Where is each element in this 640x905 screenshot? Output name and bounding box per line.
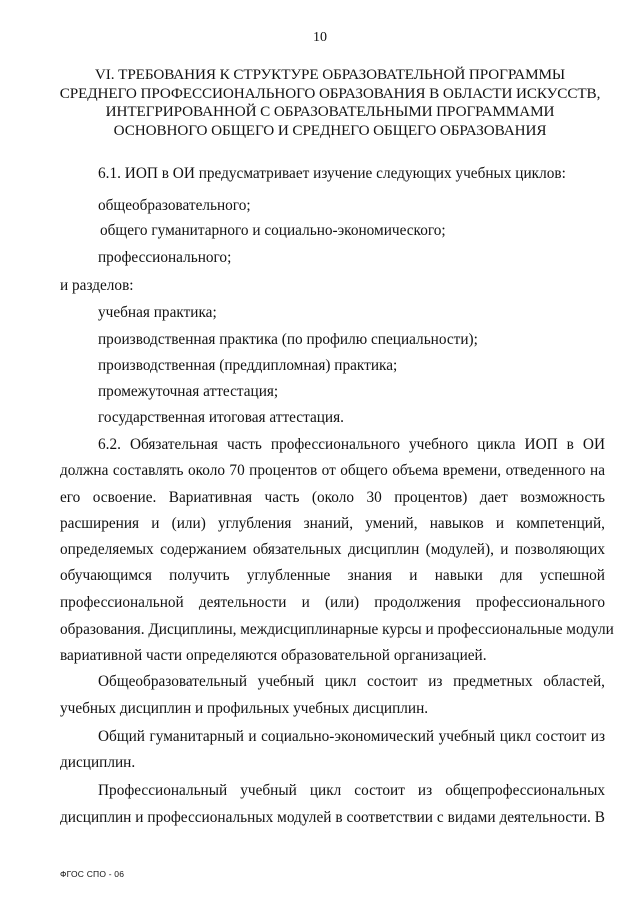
paragraph-6-2-line: вариативной части определяются образовательной организацией.: [60, 647, 487, 664]
paragraph-6-2-line: должна составлять около 70 процентов от общего объема времени, отведенного на: [60, 462, 605, 479]
paragraph-6-1-intro: 6.1. ИОП в ОИ предусматривает изучение следующих учебных циклов:: [98, 165, 566, 182]
heading-line: СРЕДНЕГО ПРОФЕССИОНАЛЬНОГО ОБРАЗОВАНИЯ В ОБЛАСТИ ИСКУССТВ,: [59, 84, 601, 102]
paragraph-general-line: Общеобразовательный учебный цикл состоит из предметных областей,: [98, 673, 605, 690]
paragraph-general-line: учебных дисциплин и профильных учебных дисциплин.: [60, 700, 429, 717]
paragraph-6-2-line: профессиональной деятельности и (или) продолжения профессионального: [60, 594, 605, 611]
list-item-cycle: профессионального;: [98, 249, 232, 266]
paragraph-humanities-line: Общий гуманитарный и социально-экономический учебный цикл состоит из: [98, 728, 605, 745]
paragraph-6-2-line: определяемых содержанием обязательных дисциплин (модулей), и позволяющих: [60, 541, 605, 558]
list-item-cycle: общеобразовательного;: [98, 197, 251, 214]
paragraph-6-2-line: его освоение. Вариативная часть (около 30 процентов) дает возможность: [60, 489, 605, 506]
sections-intro: и разделов:: [60, 277, 134, 294]
list-item-cycle: общего гуманитарного и социально-экономического;: [100, 222, 446, 239]
section-heading: [50, 66, 610, 140]
paragraph-6-2-line: расширения и (или) углубления знаний, умений, навыков и компетенций,: [60, 515, 605, 532]
list-item-section: промежуточная аттестация;: [98, 383, 279, 400]
heading-line: ИНТЕГРИРОВАННОЙ С ОБРАЗОВАТЕЛЬНЫМИ ПРОГРАММАМИ: [105, 103, 555, 120]
list-item-section: учебная практика;: [98, 304, 217, 321]
list-item-section: производственная (преддипломная) практика;: [98, 357, 398, 374]
paragraph-6-2-line: 6.2. Обязательная часть профессионального учебного цикла ИОП в ОИ: [98, 436, 605, 453]
heading-line: ОСНОВНОГО ОБЩЕГО И СРЕДНЕГО ОБЩЕГО ОБРАЗОВАНИЯ: [113, 121, 547, 139]
list-item-section: государственная итоговая аттестация.: [98, 409, 344, 426]
paragraph-6-2-line: обучающимся получить углубленные знания и навыки для успешной: [60, 567, 605, 584]
paragraph-humanities-line: дисциплин.: [60, 754, 136, 771]
heading-line: VI. ТРЕБОВАНИЯ К СТРУКТУРЕ ОБРАЗОВАТЕЛЬНОЙ ПРОГРАММЫ: [94, 66, 566, 83]
paragraph-professional-line: Профессиональный учебный цикл состоит из общепрофессиональных: [98, 782, 605, 799]
paragraph-6-2-line: образования. Дисциплины, междисциплинарные курсы и профессиональные модули: [60, 621, 614, 638]
document-footer-code: ФГОС СПО - 06: [60, 869, 125, 879]
page-number: 10: [313, 30, 327, 45]
list-item-section: производственная практика (по профилю специальности);: [98, 331, 478, 348]
paragraph-professional-line: дисциплин и профессиональных модулей в соответствии с видами деятельности. В: [60, 809, 605, 826]
